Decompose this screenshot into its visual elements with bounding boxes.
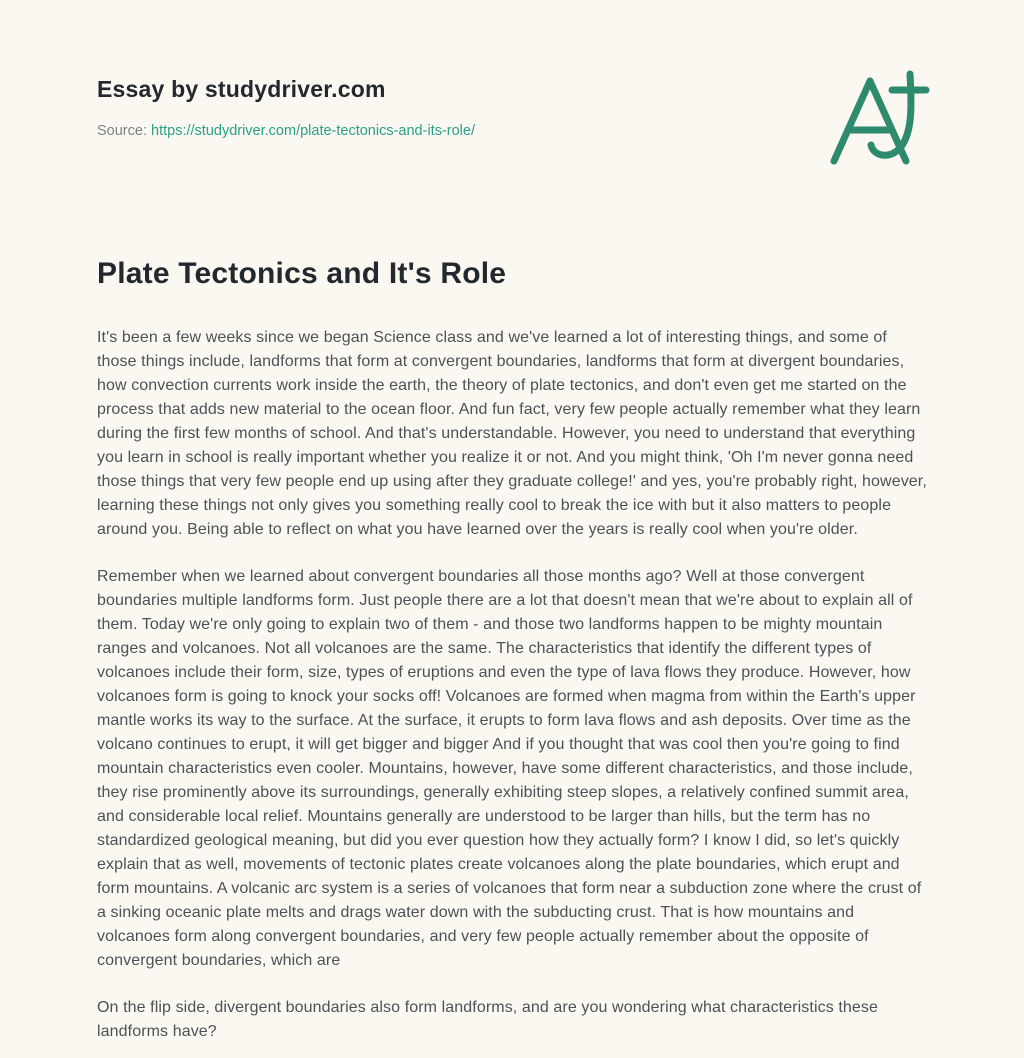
source-url-link[interactable]: https://studydriver.com/plate-tectonics-and-its-role/ — [151, 123, 475, 139]
studydriver-logo-icon — [820, 68, 932, 166]
article-paragraph-1: It's been a few weeks since we began Science class and we've learned a lot of interesting things, and some of those things include, landforms that form at convergent boundaries, landforms that form at divergent boundaries, how convection currents work inside the earth, the theory of plate tectonics, and don't even get me started on the process that adds new material to the ocean floor. And fun fact, very few people actually remember what they learn during the first few months of school. And that's understandable. However, you need to understand that everything you learn in school is really important whether you realize it or not. And you might think, 'Oh I'm never gonna need those things that very few people end up using after they graduate college!' and yes, you're probably right, however, learning these things not only gives you something really cool to break the ice with but it also matters to people around you. Being able to reflect on what you have learned over the years is really cool when you're older. — [97, 329, 927, 538]
article-paragraph-3: On the flip side, divergent boundaries also form landforms, and are you wondering what characteristics these landforms have? — [97, 999, 878, 1040]
article-title: Plate Tectonics and It's Role — [97, 257, 507, 290]
source-label: Source: — [97, 123, 147, 139]
source-row — [97, 123, 927, 139]
essay-byline: Essay by studydriver.com — [97, 76, 386, 102]
article-paragraph-2: Remember when we learned about convergent boundaries all those months ago? Well at those convergent boundaries multiple landforms form. Just people there are a lot that doesn't mean that we're about to explain all of them. Today we're only going to explain two of them - and those two landforms happen to be mighty mountain ranges and volcanoes. Not all volcanoes are the same. The characteristics that identify the different types of volcanoes include their form, size, types of eruptions and even the type of lava flows they produce. However, how volcanoes form is going to knock your socks off! Volcanoes are formed when magma from within the Earth's upper mantle works its way to the surface. At the surface, it erupts to form lava flows and ash deposits. Over time as the volcano continues to erupt, it will get bigger and bigger And if you thought that was cool then you're going to find mountain characteristics even cooler. Mountains, however, have some different characteristics, and those include, they rise prominently above its surroundings, generally exhibiting steep slopes, a relatively confined summit area, and considerable local relief. Mountains generally are understood to be larger than hills, but the term has no standardized geological meaning, but did you ever question how they actually form? I know I did, so let's quickly explain that as well, movements of tectonic plates create volcanoes along the plate boundaries, which erupt and form mountains. A volcanic arc system is a series of volcanoes that form near a subduction zone where the crust of a sinking oceanic plate melts and drags water down with the subducting crust. That is how mountains and volcanoes form along convergent boundaries, and very few people actually remember about the opposite of convergent boundaries, which are — [97, 568, 922, 969]
article-body — [97, 326, 927, 1044]
